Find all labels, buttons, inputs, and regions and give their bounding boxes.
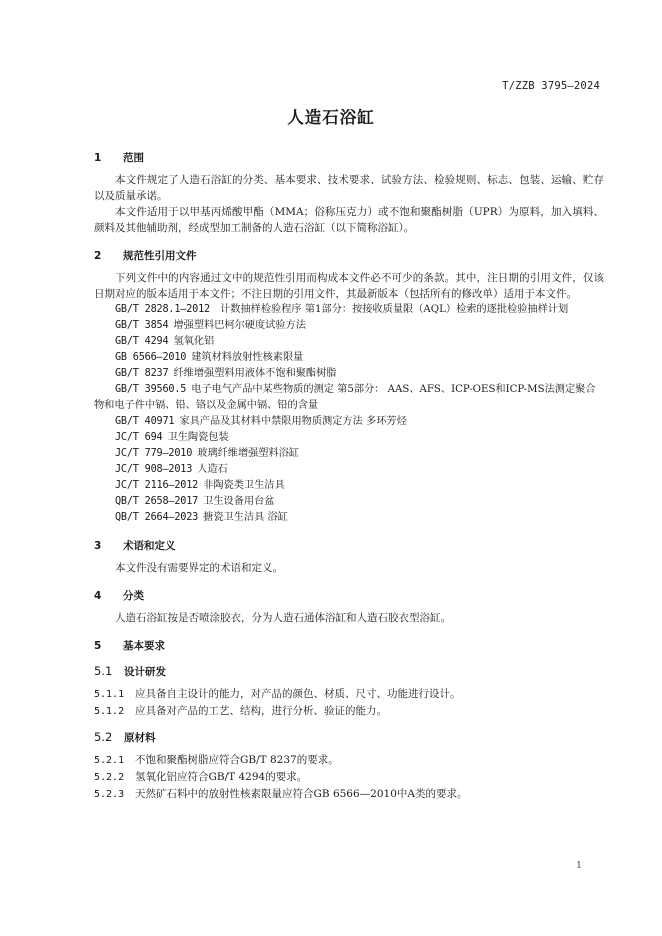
reference-item (94, 302, 604, 318)
section-title: 范围 (123, 152, 144, 164)
reference-item (94, 462, 604, 478)
section-heading-normative-references (94, 248, 604, 264)
section-number: 5 (94, 640, 102, 652)
clause-number: 5.2.3 (94, 789, 125, 800)
reference-code: GB/T 4294 (115, 336, 169, 347)
subsection-heading-design (94, 663, 604, 680)
section-number: 1 (94, 152, 102, 164)
reference-item (94, 318, 604, 334)
clause-item (94, 703, 604, 720)
reference-title: 计数抽样检验程序 第1部分：按接收质量限（AQL）检索的逐批检验抽样计划 (220, 304, 569, 315)
reference-item (94, 430, 604, 446)
reference-code: QB/T 2658—2017 (115, 496, 199, 507)
clause-text: 氢氧化铝应符合GB/T 4294的要求。 (135, 771, 308, 783)
reference-item (94, 414, 604, 430)
reference-item (94, 382, 604, 414)
scope-paragraph-1: 本文件规定了人造石浴缸的分类、基本要求、技术要求、试验方法、检验规则、标志、包装、运输、贮存以及质量承诺。 (94, 174, 604, 202)
reference-title: 纤维增强塑料用液体不饱和聚酯树脂 (173, 368, 337, 379)
subsection-number: 5.1 (94, 664, 113, 678)
reference-title: 玻璃纤维增强塑料浴缸 (197, 448, 300, 459)
reference-code: JC/T 908—2013 (115, 464, 193, 475)
reference-title: 卫生陶瓷包装 (167, 432, 229, 443)
clause-item (94, 786, 604, 803)
section-heading-terms (94, 538, 604, 554)
reference-code: JC/T 694 (115, 432, 163, 443)
document-body (94, 150, 604, 803)
clause-text: 应具备自主设计的能力，对产品的颜色、材质、尺寸、功能进行设计。 (135, 688, 461, 700)
section-heading-scope (94, 150, 604, 166)
classification-paragraph: 人造石浴缸按是否喷涂胶衣，分为人造石通体浴缸和人造石胶衣型浴缸。 (115, 612, 451, 624)
section-title: 术语和定义 (123, 540, 176, 552)
reference-item (94, 366, 604, 382)
reference-title: 非陶瓷类卫生洁具 (203, 480, 285, 491)
section-title: 分类 (123, 590, 144, 602)
reference-title: 家具产品及其材料中禁限用物质测定方法 多环芳烃 (179, 416, 407, 427)
reference-code: GB/T 8237 (115, 368, 169, 379)
reference-title: 氢氧化铝 (173, 336, 215, 347)
reference-item (94, 446, 604, 462)
reference-code: GB/T 40971 (115, 416, 175, 427)
clause-text: 不饱和聚酯树脂应符合GB/T 8237的要求。 (135, 754, 339, 766)
subsection-number: 5.2 (94, 730, 113, 744)
reference-title: 人造石 (197, 464, 228, 475)
document-code: T/ZZB 3795—2024 (502, 80, 600, 92)
page-number: 1 (575, 860, 582, 871)
clause-text: 天然矿石料中的放射性核素限量应符合GB 6566—2010中A类的要求。 (135, 788, 468, 800)
section-number: 2 (94, 250, 102, 262)
reference-title: 建筑材料放射性核素限量 (191, 352, 304, 363)
reference-item (94, 510, 604, 526)
clause-number: 5.2.1 (94, 755, 125, 766)
reference-code: GB/T 2828.1—2012 (115, 304, 210, 315)
document-title: 人造石浴缸 (287, 108, 375, 127)
section-title: 规范性引用文件 (123, 250, 197, 262)
clause-number: 5.1.1 (94, 689, 125, 700)
reference-title: 电子电气产品中某些物质的测定 第5部分： AAS、AFS、ICP-OES和ICP-MS法测定聚合物和电子件中镉、铅、铬以及金属中镉、铅的含量 (94, 384, 596, 411)
reference-item (94, 478, 604, 494)
reference-item (94, 350, 604, 366)
reference-code: GB 6566—2010 (115, 352, 187, 363)
reference-code: QB/T 2664—2023 (115, 512, 199, 523)
reference-item (94, 494, 604, 510)
reference-code: JC/T 779—2010 (115, 448, 193, 459)
references-intro: 下列文件中的内容通过文中的规范性引用而构成本文件必不可少的条款。其中，注日期的引用文件，仅该日期对应的版本适用于本文件；不注日期的引用文件，其最新版本（包括所有的修改单）适用于本文件。 (94, 272, 604, 300)
clause-number: 5.2.2 (94, 772, 125, 783)
section-heading-basic-requirements (94, 638, 604, 654)
clause-item (94, 686, 604, 703)
reference-title: 增强塑料巴柯尔硬度试验方法 (173, 320, 306, 331)
subsection-title: 设计研发 (124, 666, 166, 678)
clause-item (94, 752, 604, 769)
reference-title: 卫生设备用台盆 (203, 496, 275, 507)
reference-code: JC/T 2116—2012 (115, 480, 199, 491)
subsection-heading-raw-materials (94, 729, 604, 746)
clause-text: 应具备对产品的工艺、结构，进行分析、验证的能力。 (135, 705, 387, 717)
reference-code: GB/T 39560.5 (115, 384, 187, 395)
reference-code: GB/T 3854 (115, 320, 169, 331)
clause-number: 5.1.2 (94, 706, 125, 717)
clause-item (94, 769, 604, 786)
section-number: 4 (94, 590, 102, 602)
section-number: 3 (94, 540, 102, 552)
reference-title: 搪瓷卫生洁具 浴缸 (203, 512, 288, 523)
scope-paragraph-2: 本文件适用于以甲基丙烯酸甲酯（MMA；俗称压克力）或不饱和聚酯树脂（UPR）为原料，加入填料、颜料及其他辅助剂，经成型加工制备的人造石浴缸（以下简称浴缸）。 (94, 206, 604, 234)
terms-paragraph: 本文件没有需要界定的术语和定义。 (115, 562, 283, 574)
section-heading-classification (94, 588, 604, 604)
reference-item (94, 334, 604, 350)
subsection-title: 原材料 (124, 732, 156, 744)
section-title: 基本要求 (123, 640, 165, 652)
